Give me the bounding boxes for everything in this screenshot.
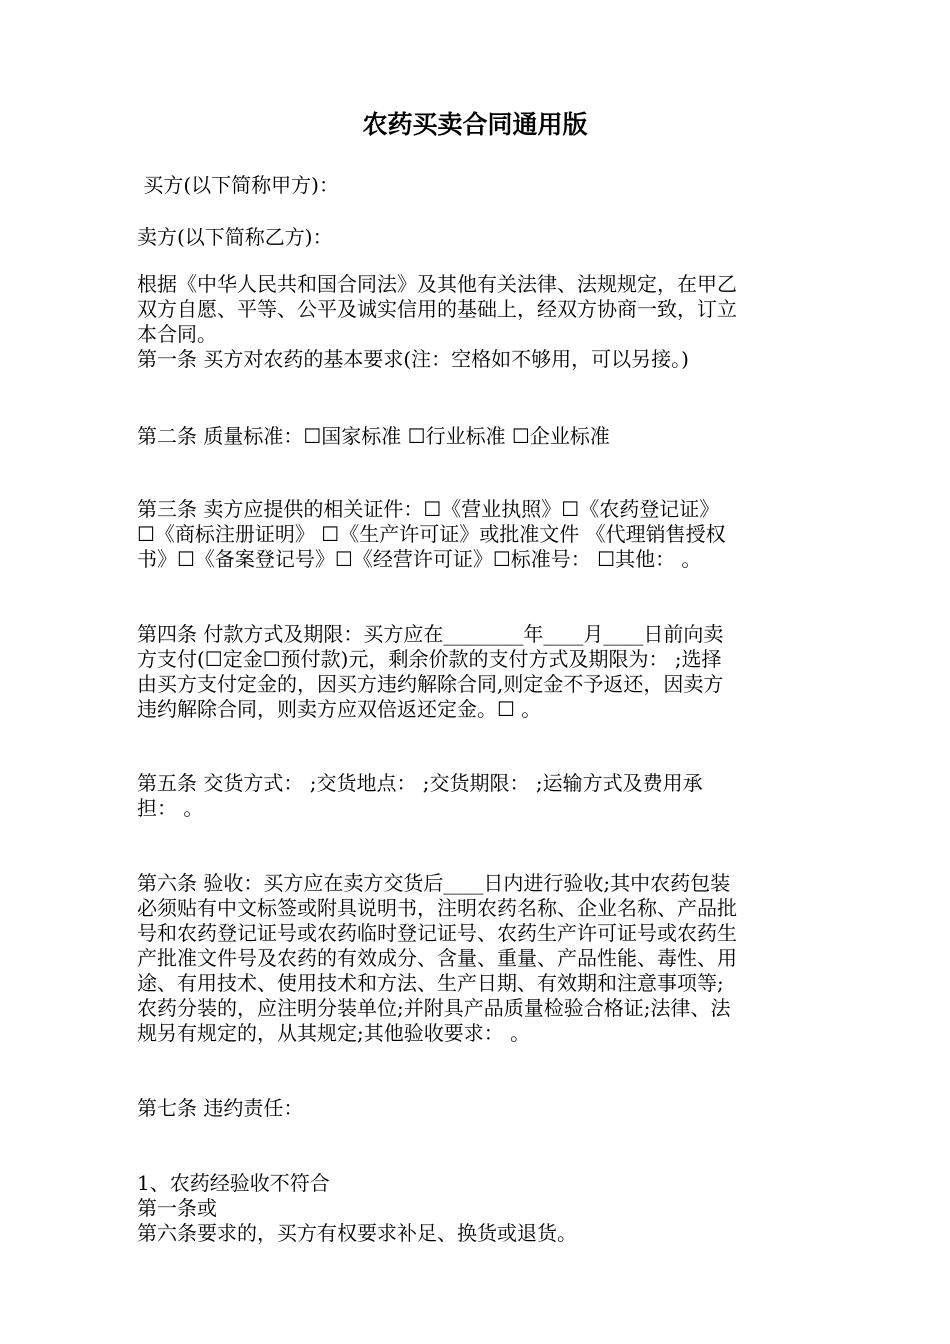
article-5: [137, 771, 817, 821]
buyer-line: [137, 173, 817, 198]
article-6-line: 产批准文件号及农药的有效成分、含量、重量、产品性能、毒性、用: [137, 946, 737, 970]
clause-1-line: 第一条或: [137, 1196, 217, 1220]
article-5-line: 第五条 交货方式： ;交货地点： ;交货期限： ;运输方式及费用承: [137, 771, 703, 795]
preamble-paragraph: [137, 272, 817, 347]
seller-line: [137, 225, 817, 250]
article-6: [137, 871, 817, 1046]
article-3-line: ☐《商标注册证明》 ☐《生产许可证》或批准文件 《代理销售授权: [137, 522, 726, 546]
article-7-text: 第七条 违约责任：: [137, 1096, 304, 1120]
article-4-line: 由买方支付定金的，因买方违约解除合同,则定金不予返还，因卖方: [137, 672, 724, 696]
article-1-text: 第一条 买方对农药的基本要求(注：空格如不够用，可以另接。): [137, 347, 689, 371]
clause-1-line: 1、农药经验收不符合: [137, 1171, 330, 1195]
buyer-text: 买方(以下简称甲方)：: [137, 173, 339, 197]
clause-1-line: 第六条要求的，买方有权要求补足、换货或退货。: [137, 1221, 577, 1245]
article-6-line: 农药分装的，应注明分装单位;并附具产品质量检验合格证;法律、法: [137, 996, 731, 1020]
article-6-line: 规另有规定的，从其规定;其他验收要求： 。: [137, 1021, 531, 1045]
article-4-line: 第四条 付款方式及期限：买方应在________年____月____日前向卖: [137, 622, 724, 646]
preamble-line: 本合同。: [137, 322, 217, 346]
article-4-line: 违约解除合同，则卖方应双倍返还定金。☐ 。: [137, 697, 542, 721]
article-4: [137, 622, 817, 722]
article-6-line: 第六条 验收：买方应在卖方交货后____日内进行验收;其中农药包装: [137, 871, 731, 895]
article-3: [137, 497, 817, 572]
article-7: [137, 1096, 817, 1121]
article-4-line: 方支付(☐定金☐预付款)元，剩余价款的支付方式及期限为： ;选择: [137, 647, 722, 671]
article-5-line: 担： 。: [137, 796, 204, 820]
article-1: [137, 347, 817, 372]
document-title: 农药买卖合同通用版: [362, 110, 588, 139]
article-2-text: 第二条 质量标准：☐国家标准 ☐行业标准 ☐企业标准: [137, 424, 610, 448]
article-6-line: 号和农药登记证号或农药临时登记证号、农药生产许可证号或农药生: [137, 921, 737, 945]
clause-1: [137, 1171, 817, 1246]
preamble-line: 双方自愿、平等、公平及诚实信用的基础上，经双方协商一致，订立: [137, 297, 737, 321]
article-3-line: 第三条 卖方应提供的相关证件：☐《营业执照》☐《农药登记证》: [137, 497, 720, 521]
article-6-line: 途、有用技术、使用技术和方法、生产日期、有效期和注意事项等;: [137, 971, 724, 995]
seller-text: 卖方(以下简称乙方)：: [137, 225, 333, 249]
article-3-line: 书》☐《备案登记号》☐《经营许可证》☐标准号： ☐其他： 。: [137, 547, 702, 571]
article-6-line: 必须贴有中文标签或附具说明书，注明农药名称、企业名称、产品批: [137, 896, 737, 920]
preamble-line: 根据《中华人民共和国合同法》及其他有关法律、法规规定，在甲乙: [137, 272, 737, 296]
article-2: [137, 424, 817, 449]
